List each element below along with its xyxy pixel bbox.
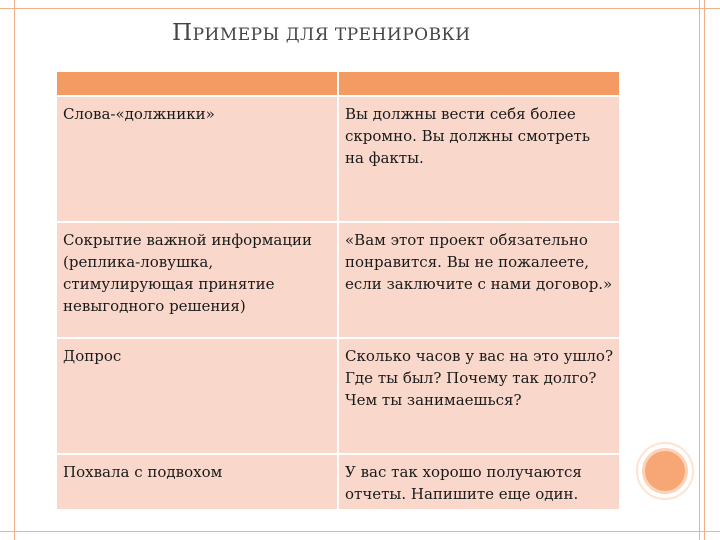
frame-line-bottom xyxy=(0,531,720,532)
table-cell-example: Сколько часов у вас на это ушло? Где ты был? Почему так долго? Чем ты занимаешься? xyxy=(338,338,620,454)
table-row xyxy=(56,454,620,510)
table-cell-phrase-type: Допрос xyxy=(56,338,338,454)
table-row xyxy=(56,222,620,338)
table-header-cell xyxy=(338,71,620,96)
frame-line-right-1 xyxy=(699,0,700,540)
slide-title-rest: РИМЕРЫ ДЛЯ ТРЕНИРОВКИ xyxy=(192,25,471,45)
slide-title-cap: П xyxy=(172,20,193,46)
table-cell-example: У вас так хорошо получаются отчеты. Напишите еще один. xyxy=(338,454,620,510)
frame-line-top xyxy=(0,8,720,9)
slide-title xyxy=(172,20,471,46)
table-row xyxy=(56,96,620,222)
table-cell-phrase-type: Сокрытие важной информации (реплика-ловушка, стимулирующая принятие невыгодного решения) xyxy=(56,222,338,338)
table-cell-phrase-type: Похвала с подвохом xyxy=(56,454,338,510)
frame-line-left xyxy=(14,0,15,540)
table-cell-example: Вы должны вести себя более скромно. Вы должны смотреть на факты. xyxy=(338,96,620,222)
frame-line-right-2 xyxy=(704,0,705,540)
table-cell-example: «Вам этот проект обязательно понравится. Вы не пожалеете, если заключите с нами договор.» xyxy=(338,222,620,338)
table-header-row xyxy=(56,71,620,96)
table-header-cell xyxy=(56,71,338,96)
examples-table xyxy=(55,70,621,511)
table-row xyxy=(56,338,620,454)
decorative-circle xyxy=(642,448,688,494)
table-cell-phrase-type: Слова-«должники» xyxy=(56,96,338,222)
